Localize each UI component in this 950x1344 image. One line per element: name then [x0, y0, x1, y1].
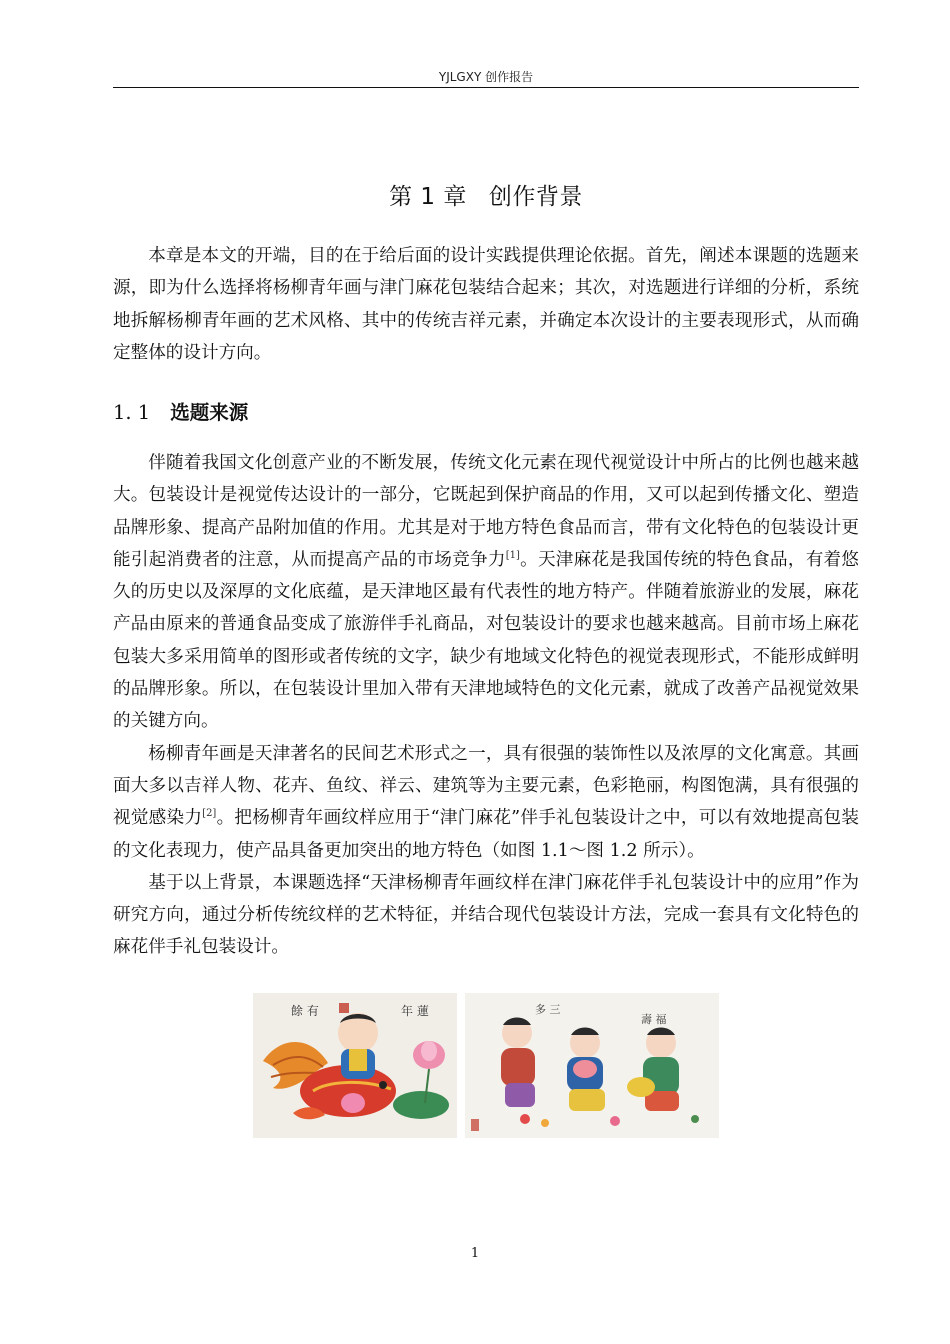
- chapter-name: 创作背景: [488, 184, 583, 210]
- paragraph-1: [113, 447, 859, 738]
- page-number: 1: [470, 1246, 480, 1261]
- paragraph-2: [113, 738, 859, 867]
- header-rule: [113, 87, 859, 88]
- citation-ref-2: [2]: [202, 808, 217, 820]
- paragraph-2-text-b: 。把杨柳青年画纹样应用于“津门麻花”伴手礼包装设计之中，可以有效地提高包装的文化表现力，使产品具备更加突出的地方特色（如图 1.1～图 1.2 所示）。: [113, 808, 859, 861]
- inscription-left: 餘 有: [291, 1004, 319, 1018]
- nianhua-three-children-illustration: [465, 993, 719, 1138]
- paragraph-1-text-a: 伴随着我国文化创意产业的不断发展，传统文化元素在现代视觉设计中所占的比例也越来越大。包装设计是视觉传达设计的一部分，它既起到保护商品的作用，又可以起到传播文化、塑造品牌形象、提高产品附加值的作用。尤其是对于地方特色食品而言，带有文化特色的包装设计更能引起消费者的注意，从而提高产品的市场竞争力: [113, 453, 859, 570]
- paragraph-1-text-b: 。天津麻花是我国传统的特色食品，有着悠久的历史以及深厚的文化底蕴，是天津地区最有代表性的地方特产。伴随着旅游业的发展，麻花产品由原来的普通食品变成了旅游伴手礼商品，对包装设计的要求也越来越高。目前市场上麻花包装大多采用简单的图形或者传统的文字，缺少有地域文化特色的视觉表现形式，不能形成鲜明的品牌形象。所以，在包装设计里加入带有天津地域特色的文化元素，就成了改善产品视觉效果的关键方向。: [113, 549, 859, 732]
- inscription-right: 年 蓮: [401, 1004, 429, 1018]
- paragraph-2-text-a: 杨柳青年画是天津著名的民间艺术形式之一，具有很强的装饰性以及浓厚的文化寓意。其画面大多以吉祥人物、花卉、鱼纹、祥云、建筑等为主要元素，色彩艳丽，构图饱满，具有很强的视觉感染力: [113, 743, 859, 829]
- figure-1-image: [253, 993, 457, 1138]
- chapter-number: 第 1 章: [389, 184, 467, 210]
- chapter-title: [113, 178, 859, 211]
- section-number: 1. 1: [113, 401, 151, 424]
- inscription-left: 多 三: [535, 1003, 561, 1016]
- intro-section: [113, 240, 859, 369]
- nianhua-child-goldfish-illustration: [253, 993, 457, 1138]
- paragraph-3: 基于以上背景，本课题选择“天津杨柳青年画纹样在津门麻花伴手礼包装设计中的应用”作为研究方向，通过分析传统纹样的艺术特征，并结合现代包装设计方法，完成一套具有文化特色的麻花伴手礼包装设计。: [113, 872, 859, 958]
- section-body: [113, 447, 859, 964]
- intro-paragraph: 本章是本文的开端，目的在于给后面的设计实践提供理论依据。首先，阐述本课题的选题来源，即为什么选择将杨柳青年画与津门麻花包装结合起来；其次，对选题进行详细的分析，系统地拆解杨柳青年画的艺术风格、其中的传统吉祥元素，并确定本次设计的主要表现形式，从而确定整体的设计方向。: [113, 246, 859, 363]
- section-heading: [113, 397, 248, 425]
- figure-2-image: [465, 993, 719, 1138]
- section-title: 选题来源: [170, 401, 249, 424]
- citation-ref-1: [1]: [505, 550, 520, 562]
- running-header: YJLGXY 创作报告: [438, 70, 534, 84]
- inscription-right: 壽 福: [641, 1013, 667, 1026]
